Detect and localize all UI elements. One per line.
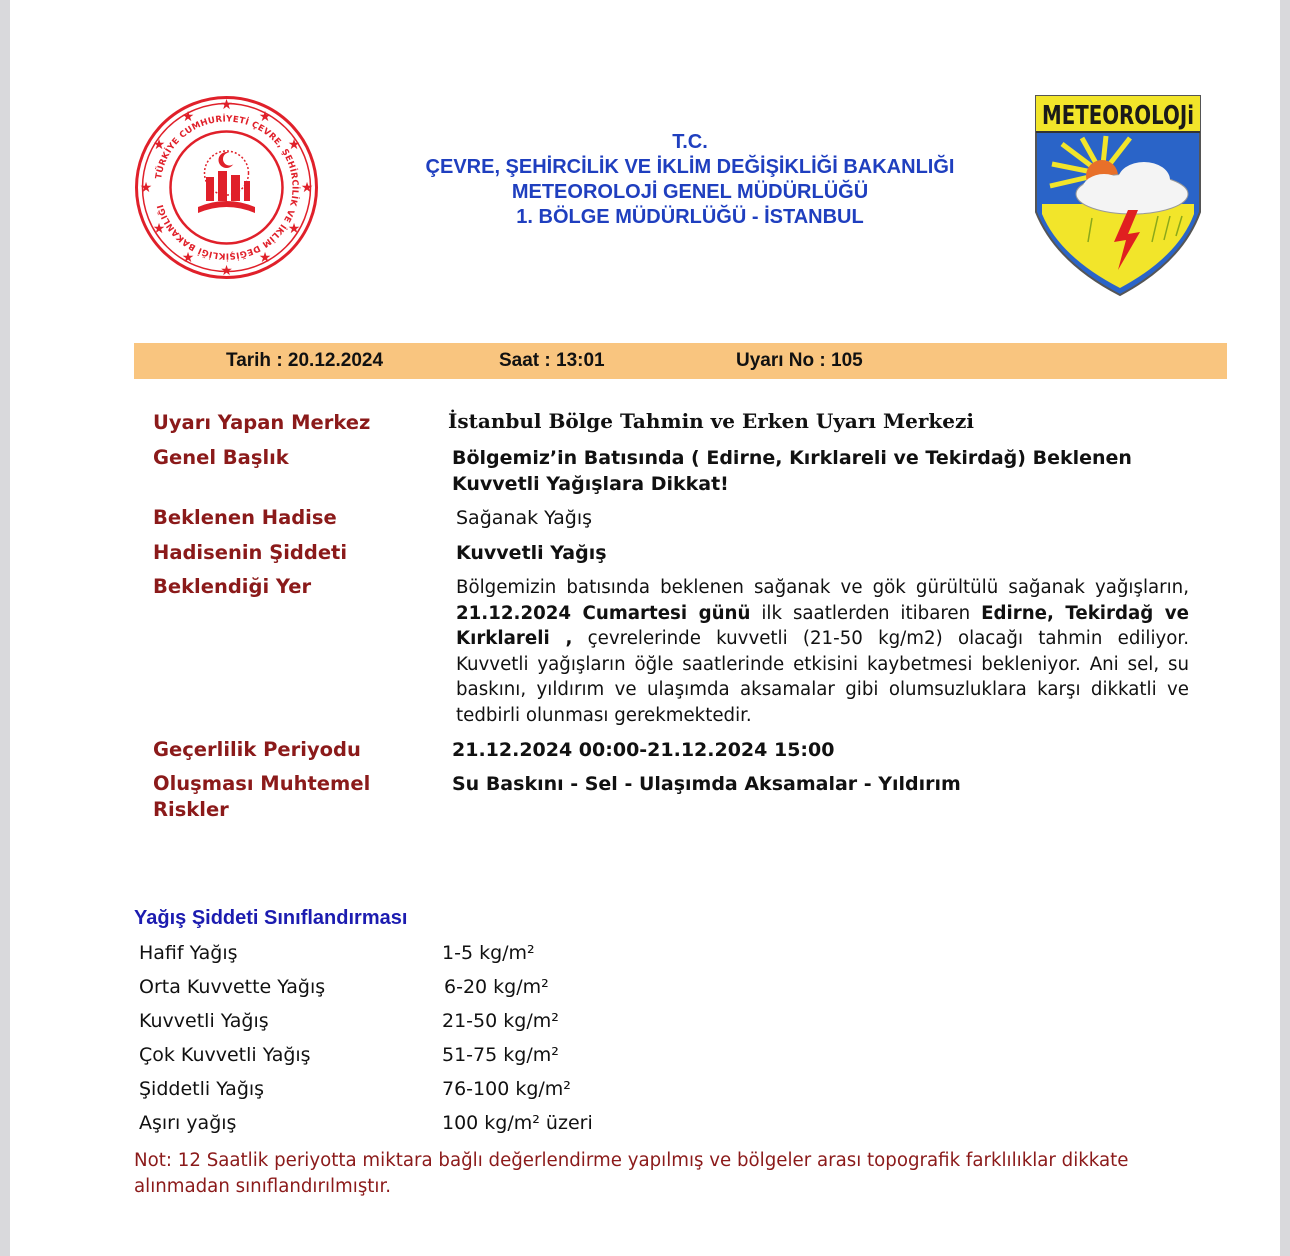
svg-text:★: ★ (287, 221, 301, 237)
warning-number: Uyarı No : 105 (736, 350, 863, 371)
svg-text:METEOROLOJi: METEOROLOJi (1042, 101, 1194, 131)
svg-text:★: ★ (258, 109, 272, 125)
period-label: Geçerlilik Periyodu (153, 738, 361, 761)
classification-name: Kuvvetli Yağış (139, 1010, 269, 1032)
svg-text:★: ★ (220, 97, 233, 113)
warning-date: Tarih : 20.12.2024 (226, 350, 384, 371)
risks-label (153, 771, 370, 823)
warning-info-bar (134, 343, 1227, 379)
severity-label: Hadisenin Şiddeti (153, 541, 348, 564)
classification-name: Orta Kuvvette Yağış (139, 976, 326, 998)
classification-value: 21-50 kg/m² (442, 1010, 559, 1032)
classification-row (139, 1044, 839, 1074)
classification-value: 51-75 kg/m² (442, 1044, 559, 1066)
header-line-region: 1. BÖLGE MÜDÜRLÜĞÜ - İSTANBUL (516, 206, 864, 228)
header-line-ministry: ÇEVRE, ŞEHİRCİLİK VE İKLİM DEĞİŞİKLİĞİ BAKANLIĞI (425, 156, 955, 178)
place-date-bold: 21.12.2024 Cumartesi günü (456, 602, 751, 624)
ministry-header (310, 130, 1070, 230)
classification-name: Aşırı yağış (139, 1112, 237, 1134)
meteoroloji-logo (1032, 92, 1204, 297)
classification-note: Not: 12 Saatlik periyotta miktara bağlı değerlendirme yapılmış ve bölgeler arası topografik farklılıklar dikkate alınmadan sınıflandırılmıştır. (134, 1150, 1129, 1197)
svg-text:★: ★ (287, 137, 301, 153)
risks-label-line1: Oluşması Muhtemel (153, 772, 371, 795)
title-value: Bölgemiz’in Batısında ( Edirne, Kırklareli ve Tekirdağ) Beklenen Kuvvetli Yağışlara Dikkat! (452, 447, 1132, 495)
center-label: Uyarı Yapan Merkez (153, 411, 371, 434)
svg-text:★: ★ (181, 109, 195, 125)
classification-row (139, 1010, 839, 1040)
svg-text:★: ★ (300, 180, 314, 196)
svg-text:TÜRKİYE CUMHURİYETİ ÇEVRE, ŞEH: TÜRKİYE CUMHURİYETİ ÇEVRE, ŞEHİRCİLİK VE İKLİM DEĞİŞİKLİĞİ BAKANLIĞI (154, 114, 300, 261)
header-line-directorate: METEOROLOJİ GENEL MÜDÜRLÜĞÜ (511, 181, 869, 203)
warning-document (10, 0, 1280, 1256)
svg-text:★: ★ (220, 263, 233, 279)
svg-text:★: ★ (139, 180, 153, 196)
classification-name: Çok Kuvvetli Yağış (139, 1044, 311, 1066)
classification-name: Hafif Yağış (139, 942, 238, 964)
title-label: Genel Başlık (153, 446, 289, 469)
ministry-seal-logo (134, 95, 319, 280)
warning-time: Saat : 13:01 (499, 350, 605, 371)
classification-value: 76-100 kg/m² (442, 1078, 571, 1100)
svg-text:★: ★ (258, 250, 272, 266)
period-value: 21.12.2024 00:00-21.12.2024 15:00 (452, 739, 835, 761)
svg-text:★: ★ (181, 250, 195, 266)
place-cities-bold: Edirne, Tekirdağ ve Kırklareli , (456, 602, 1189, 649)
classification-value: 6-20 kg/m² (444, 976, 549, 998)
classification-value: 100 kg/m² üzeri (442, 1112, 593, 1134)
risks-value: Su Baskını - Sel - Ulaşımda Aksamalar - Yıldırım (452, 773, 961, 795)
place-label: Beklendiği Yer (153, 575, 312, 598)
event-label: Beklenen Hadise (153, 506, 337, 529)
svg-text:★: ★ (152, 137, 166, 153)
risks-label-line2: Riskler (153, 798, 229, 821)
event-value: Sağanak Yağış (456, 507, 593, 529)
svg-text:★: ★ (152, 221, 166, 237)
center-value: İstanbul Bölge Tahmin ve Erken Uyarı Merkezi (448, 409, 974, 433)
classification-row (139, 942, 839, 972)
header-line-tc: T.C. (672, 131, 708, 153)
place-text-2: ilk saatlerden itibaren (750, 602, 982, 624)
place-text-3: çevrelerinde kuvvetli (21-50 kg/m2) olacağı tahmin ediliyor. Kuvvetli yağışların öğle saatlerinde etkisini kaybetmesi bekleniyor. Ani sel, su baskını, yıldırım ve ulaşımda aksamalar gibi olumsuzluklara karşı dikkatli ve tedbirli olunması gerekmektedir. (456, 628, 1190, 726)
place-value (456, 575, 1189, 728)
severity-value: Kuvvetli Yağış (456, 542, 607, 564)
classification-name: Şiddetli Yağış (139, 1078, 265, 1100)
classification-row (139, 1078, 839, 1108)
classification-value: 1-5 kg/m² (442, 942, 535, 964)
classification-row (139, 1112, 839, 1142)
place-text-1: Bölgemizin batısında beklenen sağanak ve gök gürültülü sağanak yağışların, (456, 577, 1189, 598)
classification-row (139, 976, 839, 1006)
classification-title: Yağış Şiddeti Sınıflandırması (134, 907, 408, 929)
